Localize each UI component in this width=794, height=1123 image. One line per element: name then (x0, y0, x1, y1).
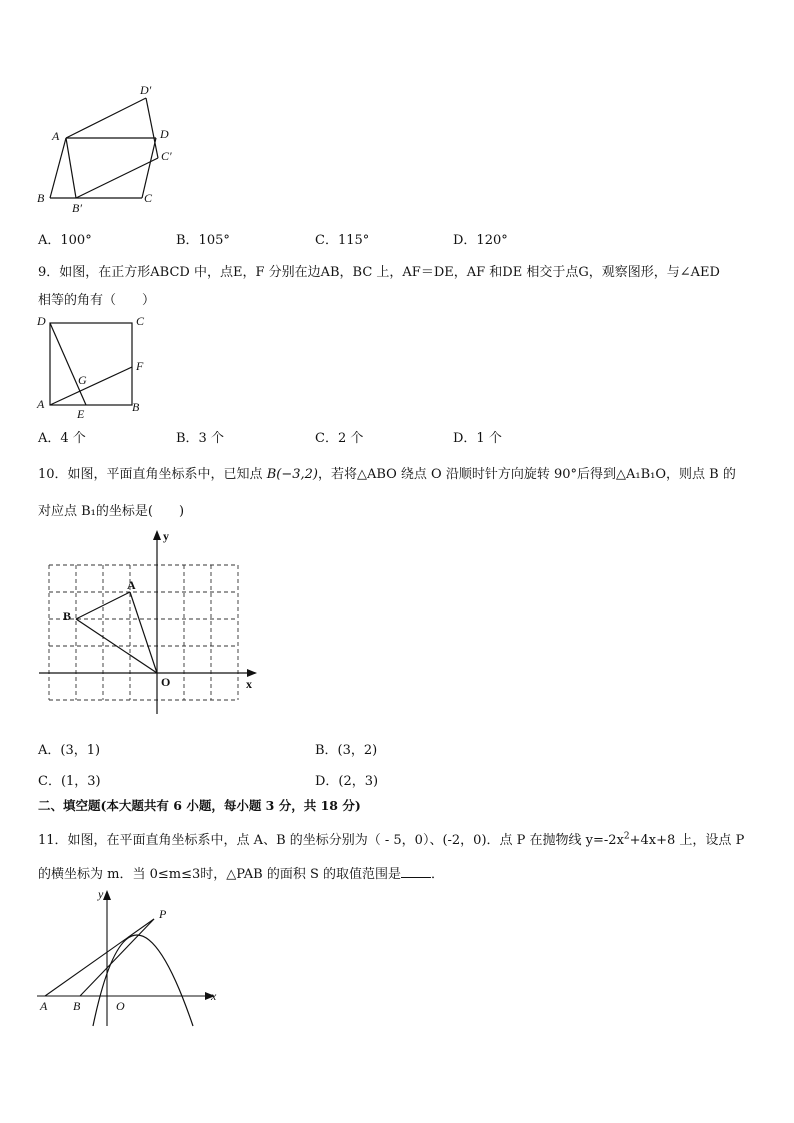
q10-label-y: y (163, 529, 169, 543)
q10-y-arrow (153, 530, 161, 540)
q9-stem-line1: 9．如图，在正方形ABCD 中，点E，F 分别在边AB，BC 上，AF＝DE，AF 和DE 相交于点G，观察图形，与∠AED (38, 265, 720, 280)
q10-label-A: A (127, 578, 136, 592)
q11-parabola (93, 935, 193, 1026)
q11-label-P: P (159, 907, 167, 921)
q8-label-Bprime: B′ (72, 201, 82, 215)
q10-option-d: D．(2，3) (315, 774, 379, 789)
q9-stem-line2: 相等的角有（ ） (38, 293, 156, 308)
q11-stem-part3: 的横坐标为 m．当 0≤m≤3时，△PAB 的面积 S 的取值范围是 (38, 867, 402, 882)
q11-label-y: y (98, 887, 104, 901)
q9-label-G: G (78, 373, 87, 387)
q8-label-Cprime: C′ (161, 149, 172, 163)
q10-label-B: B (63, 609, 72, 623)
q11-y-arrow (103, 890, 111, 900)
q11-stem-part1: 11．如图，在平面直角坐标系中，点 A、B 的坐标分别为（ - 5，0）、(-2，0)．点 P 在抛物线 y=-2x (38, 833, 624, 848)
q9-label-E: E (77, 407, 85, 421)
section2-title: 二、填空题(本大题共有 6 小题，每小题 3 分，共 18 分) (38, 798, 361, 813)
q11-seg-PA (45, 919, 154, 996)
q9-seg-AF (50, 367, 132, 405)
q11-stem-end: ． (431, 867, 445, 882)
q9-seg-DE (50, 323, 86, 405)
q10-option-c: C．(1，3) (38, 774, 101, 789)
q8-seg-AB' (66, 138, 76, 198)
q11-label-x: x (211, 989, 217, 1003)
q8-label-C: C (144, 191, 153, 205)
q11-stem-line2 (38, 863, 444, 882)
q9-label-B: B (132, 400, 140, 414)
q10-figure (35, 528, 265, 718)
q10-label-x: x (246, 677, 252, 691)
q10-option-a: A．(3，1) (38, 743, 101, 758)
q9-square-ABCD (50, 323, 132, 405)
q8-option-c: C．115° (315, 233, 370, 248)
q10-seg-BO (76, 619, 157, 673)
q9-label-D: D (37, 314, 46, 328)
q11-label-B: B (73, 999, 81, 1013)
q8-label-B: B (37, 191, 45, 205)
q8-label-Dprime: D′ (140, 83, 152, 97)
q8-figure (30, 78, 190, 218)
q8-seg-D'C' (146, 98, 158, 158)
q10-x-arrow (247, 669, 257, 677)
q10-label-O: O (161, 675, 171, 689)
q11-exponent: 2 (623, 831, 630, 842)
q8-seg-AD' (66, 98, 146, 138)
q8-option-b: B．105° (176, 233, 230, 248)
q9-option-c: C．2 个 (315, 431, 364, 446)
q8-seg-DC (142, 138, 156, 198)
q8-seg-AB (50, 138, 66, 198)
q10-seg-AO (130, 592, 157, 673)
q9-option-b: B．3 个 (176, 431, 224, 446)
q11-label-O: O (116, 999, 125, 1013)
q11-stem-line1 (38, 829, 744, 848)
q10-stem-line1 (38, 463, 736, 482)
q11-figure (35, 886, 225, 1028)
q9-label-A: A (37, 397, 45, 411)
q8-option-a: A．100° (38, 233, 92, 248)
q11-stem-part2: +4x+8 上，设点 P (629, 833, 745, 848)
q10-stem-line2: 对应点 B₁的坐标是( ) (38, 504, 185, 519)
q10-stem-part2: ，若将△ABO 绕点 O 沿顺时针方向旋转 90°后得到△A₁B₁O，则点 B 的 (317, 467, 736, 482)
q8-option-d: D．120° (453, 233, 508, 248)
q10-option-b: B．(3，2) (315, 743, 378, 758)
q11-label-A: A (40, 999, 48, 1013)
q9-option-d: D．1 个 (453, 431, 502, 446)
q9-figure (30, 310, 160, 422)
q9-label-F: F (136, 359, 144, 373)
q8-label-D: D (160, 127, 169, 141)
q11-answer-blank (401, 867, 431, 878)
q11-seg-PB (80, 919, 154, 996)
q10-stem-part1: 10．如图，平面直角坐标系中，已知点 (38, 467, 267, 482)
q10-point-B: B(−3,2) (266, 467, 318, 482)
q9-label-C: C (136, 314, 145, 328)
q8-label-A: A (52, 129, 60, 143)
q9-option-a: A．4 个 (38, 431, 86, 446)
